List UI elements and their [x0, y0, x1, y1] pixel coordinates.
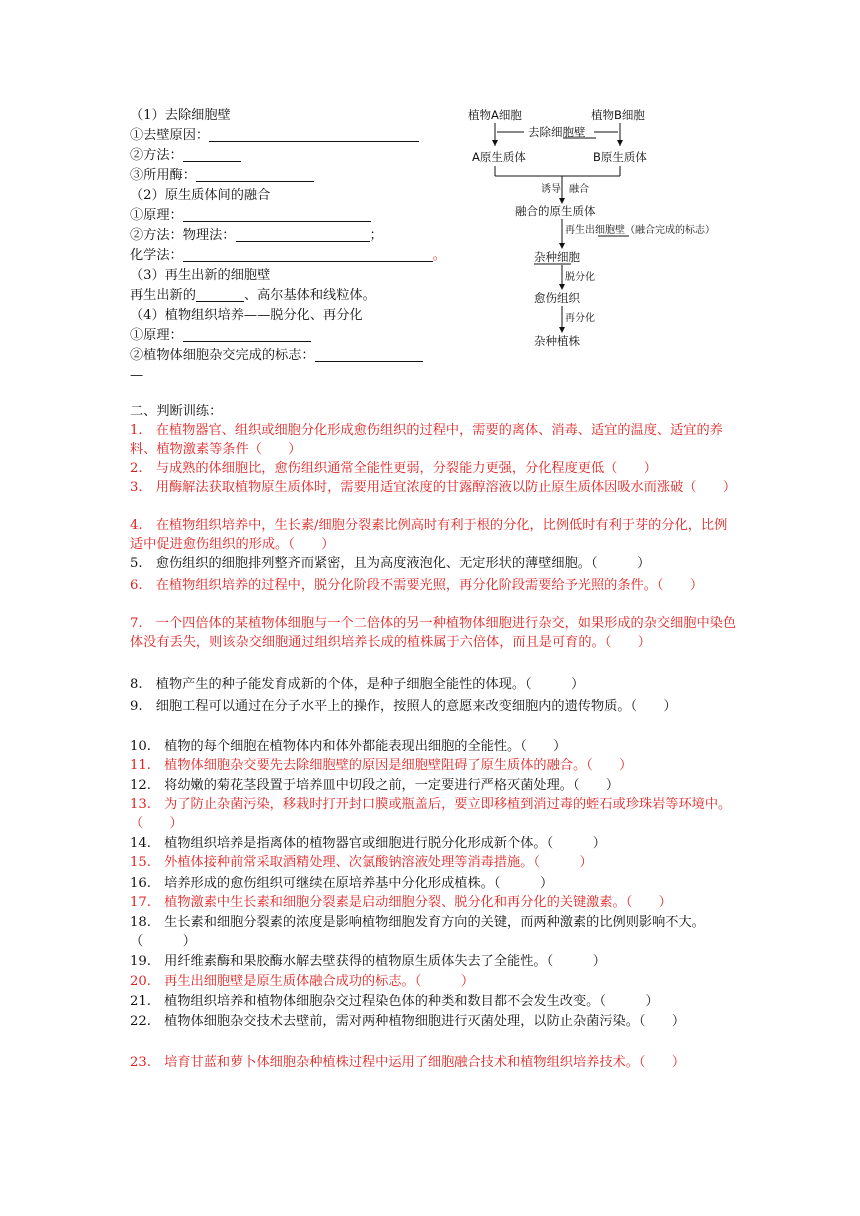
judgement-item: 3. 用酶解法获取植物原生质体时，需要用适宜浓度的甘露醇溶液以防止原生质体因吸水而涨破（ ）: [130, 480, 737, 495]
judgement-item: 15. 外植体接种前常采取酒精处理、次氯酸钠溶液处理等消毒措施。（ ）: [130, 855, 593, 870]
hybrid-cell-label: 杂种细胞: [534, 250, 580, 264]
somatic-hybrid-flow-diagram: [455, 100, 755, 362]
judgement-item: 12. 将幼嫩的菊花茎段置于培养皿中切段之前，一定要进行严格灭菌处理。（ ）: [130, 778, 620, 793]
judgement-item: 5. 愈伤组织的细胞排列整齐而紧密，且为高度液泡化、无定形状的薄壁细胞。（ ）: [130, 556, 651, 571]
judgement-item: 19. 用纤维素酶和果胶酶水解去壁获得的植物原生质体失去了全能性。（ ）: [130, 954, 606, 969]
blank-line-principle: ①原理：: [130, 206, 371, 225]
judgement-item: 21. 植物组织培养和植物体细胞杂交过程染色体的种类和数目都不会发生改变。（ ）: [130, 994, 659, 1009]
judgement-item: 8. 植物产生的种子能发育成新的个体，是种子细胞全能性的体现。（ ）: [130, 677, 585, 692]
blank-line-physical: ②方法：物理法： ；: [130, 228, 383, 243]
blank-line-chemical: 化学法： 。: [130, 248, 446, 263]
answer-blank[interactable]: [183, 247, 433, 262]
step-culture-heading: （4）植物组织培养——脱分化、再分化: [130, 308, 363, 323]
judgement-item: 18. 生长素和细胞分裂素的浓度是影响植物细胞发育方向的关键，而两种激素的比例则影响不大。（ ）: [130, 915, 705, 950]
judgement-item: 6. 在植物组织培养的过程中，脱分化阶段不需要光照，再分化阶段需要给予光照的条件。（ ）: [130, 578, 704, 593]
step-regen-heading: （3）再生出新的细胞壁: [130, 268, 271, 283]
regen-wall-label: 再生出细胞壁（融合完成的标志）: [565, 225, 715, 236]
remove-wall-label: 去除细胞壁: [528, 125, 586, 139]
judgement-item: 11. 植物体细胞杂交要先去除细胞壁的原因是细胞壁阻碍了原生质体的融合。（ ）: [130, 758, 633, 773]
judgement-item: 4. 在植物组织培养中，生长素/细胞分裂素比例高时有利于根的分化，比例低时有利于芽的分化，比例适中促进愈伤组织的形成。（ ）: [130, 518, 728, 553]
step-fusion-heading: （2）原生质体间的融合: [130, 188, 271, 203]
judgement-item: 20. 再生出细胞壁是原生质体融合成功的标志。（ ）: [130, 974, 475, 989]
judgement-item: 13. 为了防止杂菌污染，移栽时打开封口膜或瓶盖后，要立即移植到消过毒的蛭石或珍珠岩等环境中。（ ）: [130, 797, 732, 832]
blank-line-enzyme: ③所用酶：: [130, 166, 314, 185]
fuse-label: 融合: [569, 184, 589, 195]
dediff-label: 脱分化: [565, 272, 595, 283]
plant-b-label: 植物B细胞: [591, 108, 645, 122]
step-remove-wall-heading: （1）去除细胞壁: [130, 108, 231, 123]
judgement-item: 9. 细胞工程可以通过在分子水平上的操作，按照人的意愿来改变细胞内的遗传物质。（ ）: [130, 699, 677, 714]
callus-label: 愈伤组织: [534, 291, 580, 305]
judgement-item: 22. 植物体细胞杂交技术去壁前，需对两种植物细胞进行灭菌处理，以防止杂菌污染。（ ）: [130, 1014, 686, 1029]
answer-blank[interactable]: [236, 227, 370, 242]
answer-blank[interactable]: [183, 207, 371, 222]
fused-protoplast-label: 融合的原生质体: [515, 204, 596, 218]
rediff-label: 再分化: [565, 313, 595, 324]
judgement-item: 7. 一个四倍体的某植物体细胞与一个二倍体的另一种植物体细胞进行杂交，如果形成的杂交细胞中染色体没有丢失，则该杂交细胞通过组织培养长成的植株属于六倍体，而且是可育的。（ ）: [130, 616, 737, 651]
answer-blank[interactable]: [315, 347, 423, 362]
judgement-item: 2. 与成熟的体细胞比，愈伤组织通常全能性更弱，分裂能力更强，分化程度更低（ ）: [130, 461, 657, 476]
blank-line-completion: ②植物体细胞杂交完成的标志：: [130, 346, 423, 365]
blank-line-reason: ①去壁原因：: [130, 126, 419, 145]
protoplast-a-label: A原生质体: [472, 150, 526, 164]
answer-blank[interactable]: [183, 147, 241, 162]
protoplast-b-label: B原生质体: [593, 150, 647, 164]
judgement-item: 17. 植物激素中生长素和细胞分裂素是启动细胞分裂、脱分化和再分化的关键激素。（ ）: [130, 895, 672, 910]
answer-blank[interactable]: [209, 127, 419, 142]
answer-blank[interactable]: [183, 327, 311, 342]
judgement-item: 10. 植物的每个细胞在植物体内和体外都能表现出细胞的全能性。（ ）: [130, 739, 567, 754]
blank-continuation: —: [130, 368, 144, 383]
judgement-item: 1. 在植物器官、组织或细胞分化形成愈伤组织的过程中，需要的离体、消毒、适宜的温度、适宜的养料、植物激素等条件（ ）: [130, 423, 723, 458]
blank-line-method: ②方法：: [130, 146, 241, 165]
section-title: 二、判断训练：: [130, 404, 223, 419]
judgement-item: 16. 培养形成的愈伤组织可继续在原培养基中分化形成植株。（ ）: [130, 876, 554, 891]
judgement-item: 14. 植物组织培养是指离体的植物器官或细胞进行脱分化形成新个体。（ ）: [130, 836, 606, 851]
answer-blank[interactable]: [196, 167, 314, 182]
judgement-item: 23. 培育甘蓝和萝卜体细胞杂种植株过程中运用了细胞融合技术和植物组织培养技术。（ ）: [130, 1055, 686, 1070]
plant-a-label: 植物A细胞: [468, 108, 522, 122]
answer-blank[interactable]: [196, 287, 244, 302]
induce-label: 诱导: [541, 184, 561, 195]
blank-line-regen: 再生出新的 、高尔基体和线粒体。: [130, 288, 376, 303]
blank-line-culture-principle: ①原理：: [130, 326, 311, 345]
hybrid-plant-label: 杂种植株: [534, 334, 580, 348]
